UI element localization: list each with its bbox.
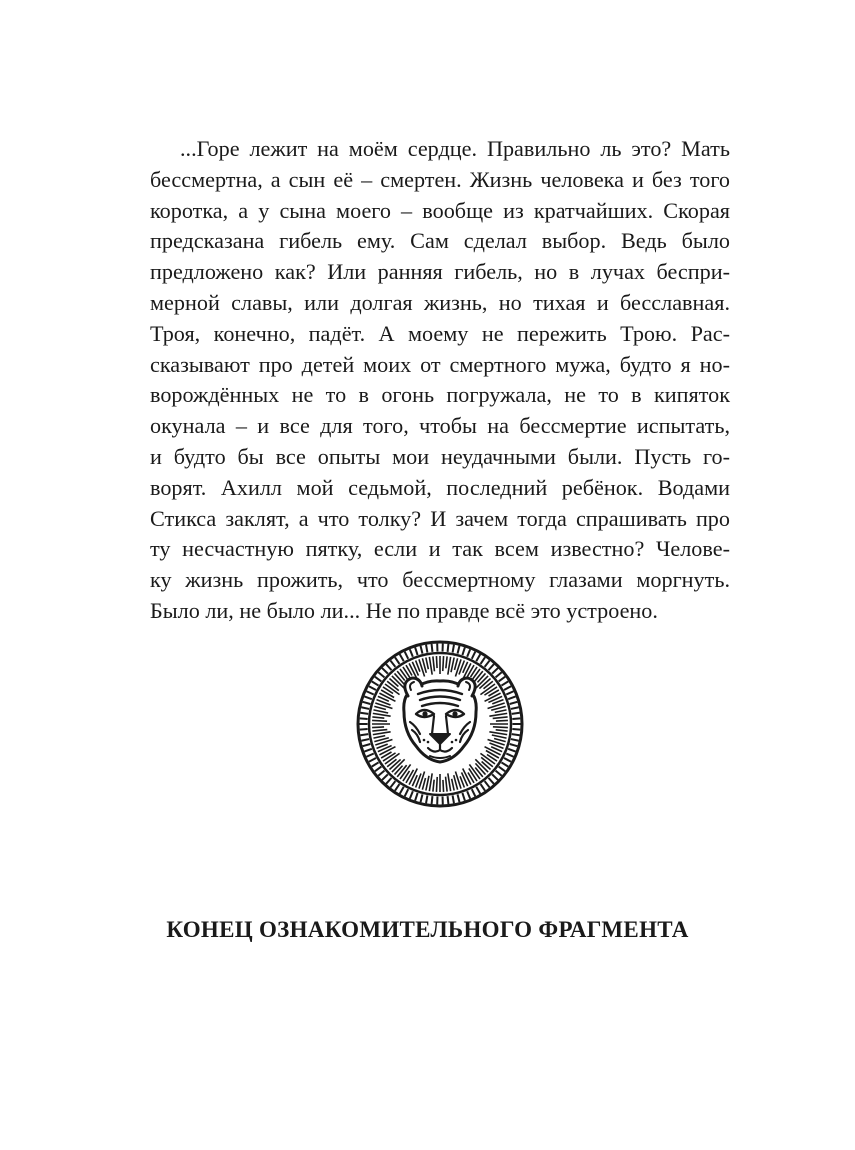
text-line: Троя, конечно, падёт. А моему не пережить Трою. Рас- [150, 320, 730, 346]
text-line: коротка, а у сына моего – вообще из кратчайших. Скорая [150, 197, 730, 223]
text-line: мерной славы, или долгая жизнь, но тихая и бесславная. [150, 289, 730, 315]
text-line: ку жизнь прожить, что бессмертному глазами моргнуть. [150, 567, 730, 593]
text-line: ворят. Ахилл мой седьмой, последний ребёнок. Водами [150, 474, 730, 500]
lion-head-medallion-icon [356, 640, 524, 808]
text-line: ...Горе лежит на моём сердце. Правильно ль это? Мать [180, 136, 730, 161]
text-line: окунала – и все для того, чтобы на бессмертие испытать, [150, 413, 730, 439]
text-line: и будто бы все опыты мои неудачными были. Пусть го- [150, 443, 730, 469]
text-line: Было ли, не было ли... Не по правде всё это устроено. [150, 597, 658, 623]
text-line: ту несчастную пятку, если и так всем известно? Челове- [150, 536, 730, 562]
text-line: предсказана гибель ему. Сам сделал выбор. Ведь было [150, 228, 730, 254]
text-line: Стикса заклят, а что толку? И зачем тогда спрашивать про [150, 505, 730, 531]
text-line: сказывают про детей моих от смертного мужа, будто я но- [150, 351, 730, 377]
text-line: предложено как? Или ранняя гибель, но в лучах беспри- [150, 259, 730, 285]
text-line: ворождённых не то в огонь погружала, не то в кипяток [150, 382, 730, 408]
body-text [150, 134, 730, 627]
end-of-fragment-title: КОНЕЦ ОЗНАКОМИТЕЛЬНОГО ФРАГМЕНТА [166, 917, 689, 942]
text-line: бессмертна, а сын её – смертен. Жизнь человека и без того [150, 166, 730, 192]
